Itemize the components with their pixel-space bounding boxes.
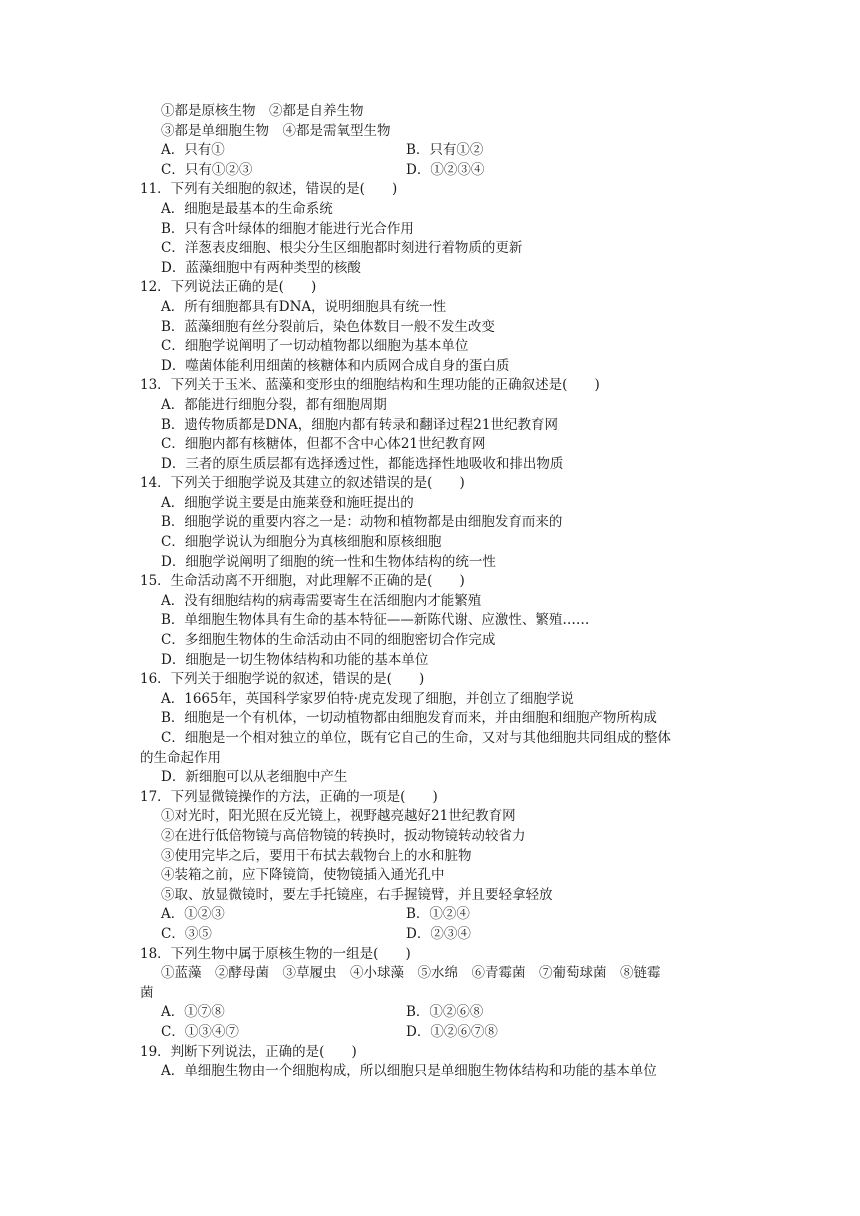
question-stem: 17．下列显微镜操作的方法，正确的一项是( ) xyxy=(140,788,438,805)
statement: ④装箱之前，应下降镜筒，使物镜插入通光孔中 xyxy=(161,867,445,884)
option: C．只有①②③ xyxy=(161,161,253,178)
option: B．遗传物质都是DNA，细胞内都有转录和翻译过程21世纪教育网 xyxy=(161,416,558,433)
option: C．细胞内都有核糖体，但都不含中心体21世纪教育网 xyxy=(161,436,486,453)
question-stem: 19．判断下列说法，正确的是( ) xyxy=(140,1043,357,1060)
option: A．所有细胞都具有DNA，说明细胞具有统一性 xyxy=(161,298,447,315)
question-list xyxy=(140,102,740,1082)
option: C．细胞学说阐明了一切动植物都以细胞为基本单位 xyxy=(161,338,469,355)
option: C．多细胞生物体的生命活动由不同的细胞密切合作完成 xyxy=(161,632,496,649)
option: D．细胞学说阐明了细胞的统一性和生物体结构的统一性 xyxy=(161,553,496,570)
option: D．②③④ xyxy=(406,925,471,942)
option: B．细胞是一个有机体，一切动植物都由细胞发育而来，并由细胞和细胞产物所构成 xyxy=(161,710,657,727)
option-row xyxy=(140,1003,740,1023)
option: B．单细胞生物体具有生命的基本特征——新陈代谢、应激性、繁殖…… xyxy=(161,612,590,629)
option: D．新细胞可以从老细胞中产生 xyxy=(161,769,348,786)
option: C．③⑤ xyxy=(161,925,212,942)
option: D．①②③④ xyxy=(406,161,485,178)
question-stem: 16．下列关于细胞学说的叙述，错误的是( ) xyxy=(140,671,425,688)
option: A．没有细胞结构的病毒需要寄生在活细胞内才能繁殖 xyxy=(161,592,482,609)
question-stem: 18．下列生物中属于原核生物的一组是( ) xyxy=(140,945,411,962)
option: D．三者的原生质层都有选择透过性，都能选择性地吸收和排出物质 xyxy=(161,455,564,472)
question-stem: 12．下列说法正确的是( ) xyxy=(140,279,317,296)
option: C．细胞是一个相对独立的单位，既有它自己的生命，又对与其他细胞共同组成的整体 xyxy=(161,730,671,746)
option-row xyxy=(140,1023,740,1043)
option: A．1665年，英国科学家罗伯特·虎克发现了细胞，并创立了细胞学说 xyxy=(161,690,574,707)
question-stem: 13．下列关于玉米、蓝藻和变形虫的细胞结构和生理功能的正确叙述是( ) xyxy=(140,377,600,394)
option: A．只有① xyxy=(161,142,225,159)
option-continuation: 的生命起作用 xyxy=(140,749,221,766)
option: B．只有含叶绿体的细胞才能进行光合作用 xyxy=(161,220,414,237)
option: A．细胞学说主要是由施莱登和施旺提出的 xyxy=(161,494,414,511)
option: C．洋葱表皮细胞、根尖分生区细胞都时刻进行着物质的更新 xyxy=(161,240,523,257)
statement: ①对光时，阳光照在反光镜上，视野越亮越好21世纪教育网 xyxy=(161,808,516,825)
option-row xyxy=(140,161,740,181)
option: B．细胞学说的重要内容之一是：动物和植物都是由细胞发育而来的 xyxy=(161,514,563,531)
option-row xyxy=(140,141,740,161)
statement: ②在进行低倍物镜与高倍物镜的转换时，扳动物镜转动较省力 xyxy=(161,827,526,844)
question-stem: 15．生命活动离不开细胞，对此理解不正确的是( ) xyxy=(140,573,465,590)
option: C．细胞学说认为细胞分为真核细胞和原核细胞 xyxy=(161,534,442,551)
option: D．细胞是一切生物体结构和功能的基本单位 xyxy=(161,651,429,668)
intro-line: ③都是单细胞生物 ④都是需氧型生物 xyxy=(161,122,391,139)
option: A．细胞是最基本的生命系统 xyxy=(161,200,333,217)
question-stem: 14．下列关于细胞学说及其建立的叙述错误的是( ) xyxy=(140,475,465,492)
statement: ③使用完毕之后，要用干布拭去载物台上的水和脏物 xyxy=(161,847,472,864)
option: A．单细胞生物由一个细胞构成，所以细胞只是单细胞生物体结构和功能的基本单位 xyxy=(161,1063,657,1080)
option: A．都能进行细胞分裂，都有细胞周期 xyxy=(161,396,387,413)
question-stem: 11．下列有关细胞的叙述，错误的是( ) xyxy=(140,181,398,198)
option: A．①②③ xyxy=(161,906,225,923)
option: C．①③④⑦ xyxy=(161,1023,239,1040)
option: D．噬菌体能利用细菌的核糖体和内质网合成自身的蛋白质 xyxy=(161,357,510,374)
option: D．蓝藻细胞中有两种类型的核酸 xyxy=(161,259,361,276)
option: B．只有①② xyxy=(406,142,484,159)
statement-continuation: 菌 xyxy=(140,984,154,1001)
intro-line: ①都是原核生物 ②都是自养生物 xyxy=(161,103,364,119)
option: B．①②⑥⑧ xyxy=(406,1004,484,1021)
option: B．①②④ xyxy=(406,906,470,923)
option: A．①⑦⑧ xyxy=(161,1004,225,1021)
option-row xyxy=(140,925,740,945)
option: D．①②⑥⑦⑧ xyxy=(406,1023,498,1040)
statement: ①蓝藻 ②酵母菌 ③草履虫 ④小球藻 ⑤水绵 ⑥青霉菌 ⑦葡萄球菌 ⑧链霉 xyxy=(161,965,661,982)
option-row xyxy=(140,905,740,925)
statement: ⑤取、放显微镜时，要左手托镜座，右手握镜臂，并且要轻拿轻放 xyxy=(161,886,553,903)
option: B．蓝藻细胞有丝分裂前后，染色体数目一般不发生改变 xyxy=(161,318,495,335)
